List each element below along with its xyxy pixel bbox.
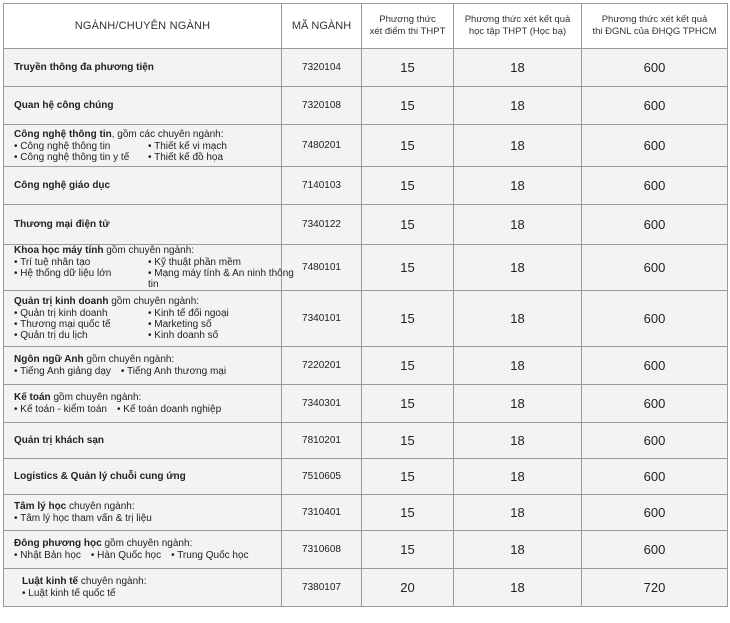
- score-hocba: 18: [454, 167, 582, 205]
- major-name: Logistics & Quản lý chuỗi cung ứng: [14, 470, 186, 482]
- specialization-item: • Kỹ thuật phần mềm: [148, 257, 241, 268]
- score-dgnl: 600: [582, 291, 728, 347]
- specialization-item: • Nhật Bản học: [14, 550, 81, 561]
- major-cell: [4, 459, 282, 495]
- score-hocba: 18: [454, 205, 582, 245]
- major-code: 7320108: [282, 87, 362, 125]
- major-code: 7220201: [282, 347, 362, 385]
- score-hocba: 18: [454, 495, 582, 531]
- specialization-item: • Kinh tế đối ngoại: [148, 308, 229, 319]
- score-hocba: 18: [454, 423, 582, 459]
- table-row: [4, 385, 728, 423]
- major-name: Luật kinh tế: [22, 576, 79, 587]
- major-cell: [4, 495, 282, 531]
- specialization-item: • Trí tuệ nhân tạo: [14, 257, 91, 268]
- major-cell: [4, 49, 282, 87]
- table-row: [4, 423, 728, 459]
- major-name: Khoa học máy tính: [14, 245, 104, 256]
- table-body: [4, 49, 728, 607]
- major-suffix: , gồm các chuyên ngành:: [111, 128, 224, 140]
- major-cell: [4, 205, 282, 245]
- score-dgnl: 600: [582, 87, 728, 125]
- major-cell: [4, 347, 282, 385]
- specialization-item: • Kế toán doanh nghiệp: [117, 404, 222, 415]
- score-dgnl: 600: [582, 167, 728, 205]
- major-name: Tâm lý học: [14, 501, 67, 512]
- major-name: Kế toán: [14, 392, 51, 403]
- specialization-item: • Hệ thống dữ liệu lớn: [14, 268, 112, 279]
- score-hocba: 18: [454, 347, 582, 385]
- header-dgnl: Phương thức xét kết quả thi ĐGNL của ĐHQG TPHCM: [582, 4, 728, 49]
- score-hocba: 18: [454, 87, 582, 125]
- major-cell: [4, 531, 282, 569]
- score-thpt: 15: [362, 245, 454, 291]
- header-hocba: Phương thức xét kết quả học tập THPT (Học bạ): [454, 4, 582, 49]
- specialization-item: • Tiếng Anh thương mại: [120, 366, 227, 377]
- table-row: [4, 205, 728, 245]
- table-row: [4, 49, 728, 87]
- table-row: [4, 291, 728, 347]
- score-hocba: 18: [454, 245, 582, 291]
- major-cell: [4, 125, 282, 167]
- specialization-item: • Luật kinh tế quốc tế: [22, 588, 116, 599]
- header-code: MÃ NGÀNH: [282, 4, 362, 49]
- score-thpt: 15: [362, 495, 454, 531]
- specialization-item: • Công nghệ thông tin y tế: [14, 151, 130, 163]
- score-thpt: 15: [362, 125, 454, 167]
- major-suffix: chuyên ngành:: [78, 576, 147, 587]
- score-hocba: 18: [454, 49, 582, 87]
- header-major: NGÀNH/CHUYÊN NGÀNH: [4, 4, 282, 49]
- score-hocba: 18: [454, 125, 582, 167]
- major-suffix: gồm chuyên ngành:: [101, 538, 193, 549]
- admission-score-table: [3, 3, 728, 607]
- specialization-item: • Tiếng Anh giảng dạy: [14, 366, 111, 377]
- major-suffix: gồm chuyên ngành:: [50, 392, 142, 403]
- major-code: 7310401: [282, 495, 362, 531]
- specialization-item: • Marketing số: [148, 319, 212, 330]
- major-cell: [4, 167, 282, 205]
- score-dgnl: 600: [582, 385, 728, 423]
- major-name: Quản trị khách sạn: [14, 434, 105, 446]
- score-dgnl: 600: [582, 459, 728, 495]
- score-dgnl: 600: [582, 245, 728, 291]
- score-hocba: 18: [454, 531, 582, 569]
- score-hocba: 18: [454, 569, 582, 607]
- major-suffix: chuyên ngành:: [66, 501, 135, 512]
- score-hocba: 18: [454, 385, 582, 423]
- score-dgnl: 600: [582, 205, 728, 245]
- table-row: [4, 569, 728, 607]
- major-cell: [4, 87, 282, 125]
- score-dgnl: 600: [582, 495, 728, 531]
- table-row: [4, 87, 728, 125]
- score-thpt: 15: [362, 531, 454, 569]
- table-row: [4, 495, 728, 531]
- major-name: Công nghệ thông tin: [14, 128, 112, 140]
- score-thpt: 15: [362, 49, 454, 87]
- score-thpt: 15: [362, 291, 454, 347]
- specialization-item: • Quản trị du lịch: [14, 330, 88, 341]
- major-suffix: gồm chuyên ngành:: [103, 245, 195, 256]
- header-thpt: Phương thức xét điểm thi THPT: [362, 4, 454, 49]
- score-thpt: 15: [362, 87, 454, 125]
- table-row: [4, 245, 728, 291]
- score-dgnl: 600: [582, 125, 728, 167]
- specialization-item: • Thương mại quốc tế: [14, 319, 111, 330]
- major-suffix: gồm chuyên ngành:: [83, 354, 175, 365]
- specialization-item: • Trung Quốc học: [171, 550, 249, 561]
- major-code: 7510605: [282, 459, 362, 495]
- score-dgnl: 720: [582, 569, 728, 607]
- table-row: [4, 167, 728, 205]
- major-code: 7320104: [282, 49, 362, 87]
- major-cell: [4, 385, 282, 423]
- score-thpt: 15: [362, 385, 454, 423]
- score-hocba: 18: [454, 459, 582, 495]
- score-thpt: 15: [362, 347, 454, 385]
- major-suffix: gồm chuyên ngành:: [108, 296, 200, 307]
- score-thpt: 15: [362, 459, 454, 495]
- specialization-item: • Kinh doanh số: [148, 330, 219, 341]
- score-dgnl: 600: [582, 423, 728, 459]
- specialization-item: • Thiết kế vi mạch: [148, 140, 227, 152]
- table-row: [4, 459, 728, 495]
- major-cell: [4, 291, 282, 347]
- table-row: [4, 125, 728, 167]
- specialization-item: • Tâm lý học tham vấn & trị liệu: [14, 513, 152, 524]
- major-code: 7140103: [282, 167, 362, 205]
- specialization-item: • Quản trị kinh doanh: [14, 308, 108, 319]
- major-cell: [4, 569, 282, 607]
- score-thpt: 15: [362, 167, 454, 205]
- score-dgnl: 600: [582, 49, 728, 87]
- major-name: Quan hệ công chúng: [14, 99, 114, 111]
- major-name: Công nghệ giáo dục: [14, 179, 111, 191]
- table-header-row: [4, 4, 728, 49]
- major-code: 7480201: [282, 125, 362, 167]
- major-name: Truyền thông đa phương tiện: [14, 61, 154, 73]
- score-thpt: 15: [362, 205, 454, 245]
- score-thpt: 15: [362, 423, 454, 459]
- major-name: Đông phương học: [14, 538, 102, 549]
- specialization-item: • Hàn Quốc học: [90, 550, 162, 561]
- specialization-item: • Công nghệ thông tin: [14, 140, 111, 152]
- table-row: [4, 531, 728, 569]
- specialization-item: • Kế toán - kiểm toán: [14, 404, 107, 415]
- major-code: 7480101: [282, 245, 362, 291]
- major-code: 7310608: [282, 531, 362, 569]
- major-name: Thương mại điện tử: [14, 218, 110, 230]
- major-name: Quản trị kinh doanh: [14, 296, 109, 307]
- specialization-item: • Thiết kế đồ họa: [148, 151, 224, 163]
- major-code: 7810201: [282, 423, 362, 459]
- table-row: [4, 347, 728, 385]
- score-hocba: 18: [454, 291, 582, 347]
- major-code: 7340301: [282, 385, 362, 423]
- major-name: Ngôn ngữ Anh: [14, 354, 84, 365]
- major-cell: [4, 423, 282, 459]
- major-code: 7340101: [282, 291, 362, 347]
- major-cell: [4, 245, 294, 291]
- major-code: 7340122: [282, 205, 362, 245]
- score-dgnl: 600: [582, 347, 728, 385]
- score-dgnl: 600: [582, 531, 728, 569]
- specialization-item: • Mạng máy tính & An ninh thông tin: [148, 268, 294, 290]
- score-thpt: 20: [362, 569, 454, 607]
- major-code: 7380107: [282, 569, 362, 607]
